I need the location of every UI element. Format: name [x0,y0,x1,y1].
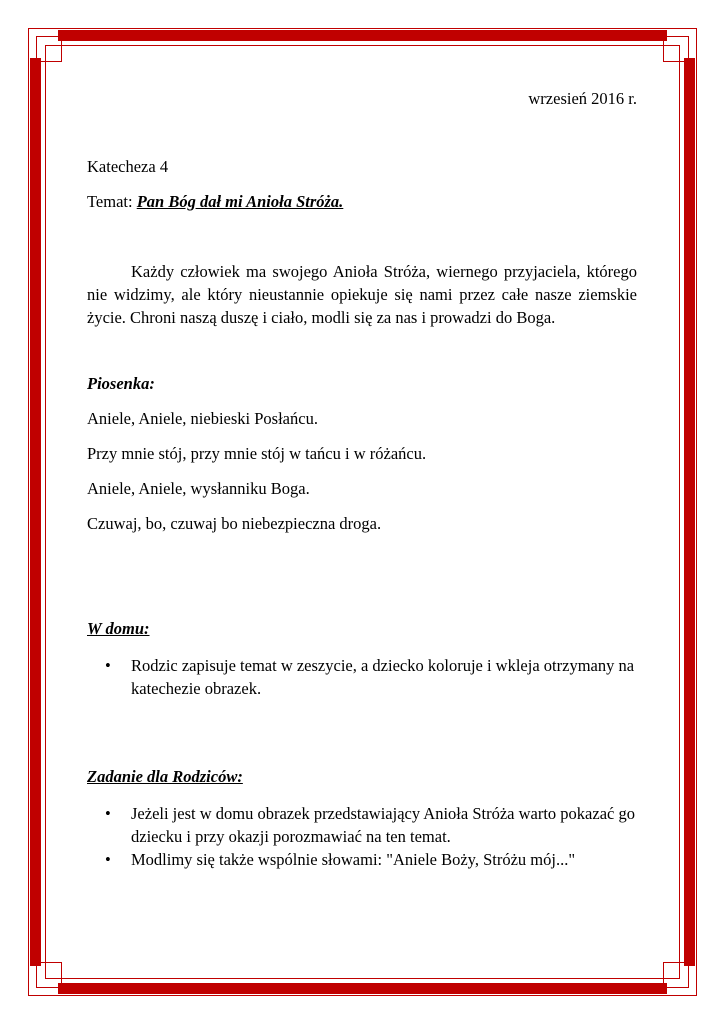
bullet-icon: • [105,804,111,823]
parents-heading: Zadanie dla Rodziców: [87,767,243,786]
topic-value: Pan Bóg dał mi Anioła Stróża. [136,192,344,211]
parents-list-item [105,848,649,871]
song-line: Aniele, Aniele, wysłanniku Boga. [87,479,310,498]
border-corner-bottom-left [36,962,62,988]
song-line: Aniele, Aniele, niebieski Posłańcu. [87,409,318,428]
parents-item-text: Modlimy się także wspólnie słowami: "Aniele Boży, Stróżu mój..." [131,850,576,869]
page-border-top [58,30,667,41]
document-date: wrzesień 2016 r. [528,89,637,108]
bullet-icon: • [105,850,111,869]
page-border-right [684,58,695,966]
topic-line [87,192,343,212]
border-corner-top-left [36,36,62,62]
song-heading: Piosenka: [87,374,155,393]
page-border-bottom [58,983,667,994]
border-corner-top-right [663,36,689,62]
home-list-item [105,654,649,700]
parents-item-text: Jeżeli jest w domu obrazek przedstawiający Anioła Stróża warto pokazać go dziecku i przy okazji porozmawiać na ten temat. [131,804,635,846]
lesson-number: Katecheza 4 [87,157,169,176]
intro-paragraph: Każdy człowiek ma swojego Anioła Stróża, wiernego przyjaciela, którego nie widzimy, ale który nieustannie opiekuje się nami przez całe nasze ziemskie życie. Chroni naszą duszę i ciało, modli się za nas i prowadzi do Boga. [87,262,637,327]
topic-label: Temat: [87,192,137,211]
parents-list-item [105,802,649,848]
home-item-text: Rodzic zapisuje temat w zeszycie, a dziecko koloruje i wkleja otrzymany na katechezie obrazek. [131,656,635,698]
song-line: Przy mnie stój, przy mnie stój w tańcu i w różańcu. [87,444,427,463]
page-border-left [30,58,41,966]
border-corner-bottom-right [663,962,689,988]
home-heading: W domu: [87,619,150,638]
bullet-icon: • [105,656,111,675]
song-line: Czuwaj, bo, czuwaj bo niebezpieczna droga. [87,514,382,533]
